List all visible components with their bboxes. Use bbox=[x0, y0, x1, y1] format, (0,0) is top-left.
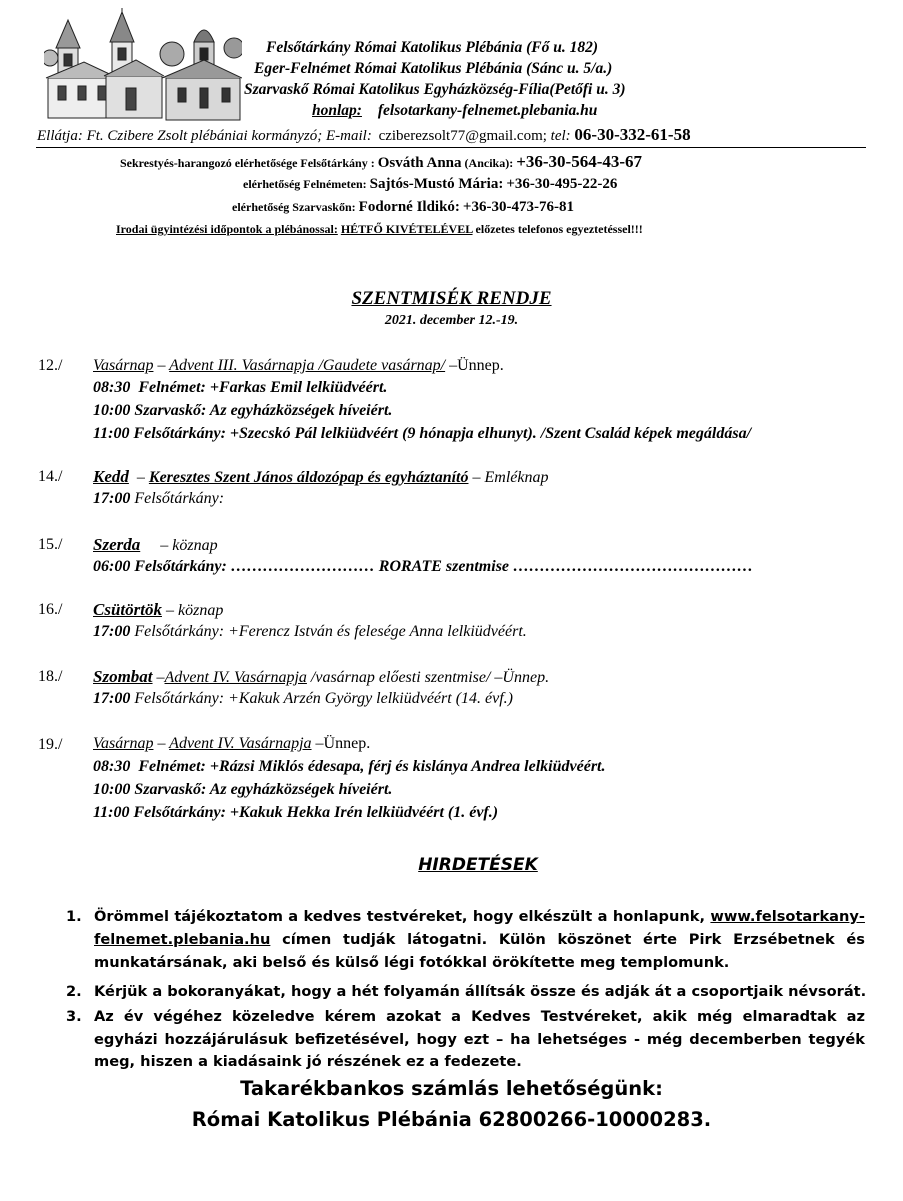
szarvasko-label: elérhetőség Szarvaskőn: bbox=[232, 200, 356, 214]
schedule-dates: 2021. december 12.-19. bbox=[384, 313, 519, 328]
mass-intention: Felsőtárkány: ……………………… RORATE szentmise ……………………………………… bbox=[134, 558, 754, 575]
announcement-1-line-3: munkatársának, aki belső és külső légi fotókkal örökítette meg templomunk. bbox=[94, 954, 730, 971]
announcement-number: 2. bbox=[66, 983, 82, 1000]
header-divider bbox=[36, 147, 866, 148]
entry-rank: –Ünnep. bbox=[449, 357, 504, 374]
website-link[interactable]: felsotarkany-felnemet.plebania.hu bbox=[377, 102, 598, 119]
mass-line bbox=[93, 781, 392, 799]
entry-separator: – bbox=[157, 735, 166, 752]
announcement-1-line-1 bbox=[94, 906, 865, 929]
entry-feast: Keresztes Szent János áldozópap és egyháztanító bbox=[148, 469, 469, 486]
entry-heading bbox=[93, 735, 370, 753]
mass-time: 11:00 bbox=[93, 425, 130, 442]
mass-time: 06:00 bbox=[93, 558, 131, 575]
website-line bbox=[312, 102, 597, 120]
mass-intention: Felsőtárkány: +Kakuk Hekka Irén lelkiüdvéért (1. évf.) bbox=[133, 804, 499, 821]
office-hours-line bbox=[116, 222, 643, 237]
office-hours-label: Irodai ügyintézési időpontok a plébánossal: bbox=[116, 222, 338, 236]
ellatja-line bbox=[37, 125, 691, 145]
entry-rank: – köznap bbox=[160, 537, 218, 554]
bank-account: Római Katolikus Plébánia 62800266-10000283. bbox=[191, 1108, 712, 1131]
mass-intention: Szarvaskő: Az egyházközségek híveiért. bbox=[134, 781, 393, 798]
mass-line bbox=[93, 379, 387, 397]
sexton-phone: +36-30-564-43-67 bbox=[516, 152, 643, 171]
mass-line bbox=[93, 623, 527, 641]
entry-rank: /vasárnap előesti szentmise/ –Ünnep. bbox=[310, 669, 550, 686]
announcement-2-text: Kérjük a bokoranyákat, hogy a hét folyamán állítsák össze és adják át a csoportjaik névsorát. bbox=[94, 983, 867, 1000]
parish-line-3: Szarvaskő Római Katolikus Egyházközség-Fília(Petőfi u. 3) bbox=[244, 81, 626, 98]
church-towers-illustration bbox=[44, 8, 242, 122]
mass-intention: Szarvaskő: Az egyházközségek híveiért. bbox=[134, 402, 393, 419]
schedule-title: SZENTMISÉK RENDJE bbox=[351, 288, 552, 309]
announcements-title: HIRDETÉSEK bbox=[418, 855, 538, 875]
website-link[interactable]: felnemet.plebania.hu bbox=[94, 931, 271, 948]
mass-time: 08:30 bbox=[93, 379, 131, 396]
sexton-line bbox=[120, 152, 642, 172]
entry-heading bbox=[93, 667, 549, 687]
sexton-label: Sekrestyés-harangozó elérhetősége Felsőtárkány : bbox=[120, 156, 375, 170]
entry-feast: Advent IV. Vasárnapja bbox=[164, 669, 307, 686]
entry-date: 16./ bbox=[38, 601, 63, 618]
mass-line bbox=[93, 690, 513, 708]
website-link[interactable]: www.felsotarkany- bbox=[710, 908, 865, 925]
mass-line bbox=[93, 490, 224, 508]
parish-line-1: Felsőtárkány Római Katolikus Plébánia (Fő u. 182) bbox=[266, 39, 598, 56]
ellatja-text: Ellátja: Ft. Czibere Zsolt plébániai kormányzó; E-mail: bbox=[37, 128, 372, 144]
announcement-number: 1. bbox=[66, 908, 82, 925]
entry-separator: – bbox=[156, 669, 165, 686]
announcement-3-text: Az év végéhez közeledve kérem azokat a Kedves Testvéreket, akik még elmaradtak az egyházi hozzájárulásuk befizetésével, hogy ezt – ha lehetséges - még decemberben tegyék meg, hiszen a kiadásaink jó részének ez a fedezete. bbox=[94, 1008, 865, 1070]
entry-rank: – köznap bbox=[165, 602, 224, 619]
entry-heading bbox=[93, 357, 504, 375]
entry-date: 12./ bbox=[38, 357, 63, 374]
entry-day: Vasárnap bbox=[93, 735, 154, 752]
felnemet-contact-line bbox=[243, 176, 617, 193]
entry-heading bbox=[93, 467, 548, 487]
parish-line-2: Eger-Felnémet Római Katolikus Plébánia (Sánc u. 5/a.) bbox=[254, 60, 613, 77]
announcement-text: címen tudják látogatni. Külön köszönet érte Pirk Erzsébetnek és bbox=[282, 931, 865, 948]
entry-date: 19./ bbox=[38, 736, 63, 753]
entry-heading bbox=[93, 535, 218, 555]
szarvasko-contact-line bbox=[232, 199, 574, 216]
entry-date: 15./ bbox=[38, 536, 63, 553]
bank-heading: Takarékbankos számlás lehetőségünk: bbox=[240, 1077, 663, 1100]
entry-day: Szerda bbox=[93, 535, 141, 554]
entry-rank: –Ünnep. bbox=[315, 735, 371, 752]
mass-time: 17:00 bbox=[93, 490, 131, 507]
entry-rank: – Emléknap bbox=[472, 469, 549, 486]
announcement-text: Örömmel tájékoztatom a kedves testvéreket, hogy elkészült a honlapunk, bbox=[94, 908, 706, 925]
entry-day: Vasárnap bbox=[93, 357, 154, 374]
announcement-number: 3. bbox=[66, 1008, 82, 1025]
mass-line bbox=[93, 425, 751, 443]
mass-intention: Felsőtárkány: bbox=[134, 490, 225, 507]
office-hours-exception: HÉTFŐ KIVÉTELÉVEL bbox=[340, 222, 473, 236]
sexton-name: Osváth Anna bbox=[377, 155, 462, 171]
sexton-nick: (Ancika): bbox=[464, 156, 514, 170]
felnemet-phone: +36-30-495-22-26 bbox=[506, 176, 618, 192]
mass-intention: Felsőtárkány: +Szecskó Pál lelkiüdvéért (9 hónapja elhunyt). /Szent Család képek megáldása/ bbox=[133, 425, 752, 442]
mass-line bbox=[93, 558, 753, 576]
mass-line bbox=[93, 402, 392, 420]
felnemet-label: elérhetőség Felnémeten: bbox=[243, 177, 367, 191]
mass-time: 10:00 bbox=[93, 402, 131, 419]
email-link[interactable]: cziberezsolt77@gmail.com; bbox=[378, 128, 547, 144]
entry-date: 14./ bbox=[38, 468, 63, 485]
felnemet-name: Sajtós-Mustó Mária: bbox=[369, 176, 504, 192]
mass-intention: Felnémet: +Rázsi Miklós édesapa, férj és kislánya Andrea lelkiüdvéért. bbox=[138, 758, 606, 775]
entry-feast: Advent IV. Vasárnapja bbox=[169, 735, 312, 752]
mass-time: 17:00 bbox=[93, 623, 131, 640]
mass-time: 11:00 bbox=[93, 804, 130, 821]
mass-time: 17:00 bbox=[93, 690, 131, 707]
mass-intention: Felsőtárkány: +Kakuk Arzén György lelkiüdvéért (14. évf.) bbox=[134, 690, 513, 707]
mass-intention: Felsőtárkány: +Ferencz István és felesége Anna lelkiüdvéért. bbox=[134, 623, 527, 640]
entry-day: Csütörtök bbox=[93, 600, 162, 619]
entry-day: Kedd bbox=[93, 467, 129, 486]
mass-time: 08:30 bbox=[93, 758, 131, 775]
szarvasko-phone: +36-30-473-76-81 bbox=[462, 199, 574, 215]
tel-number: 06-30-332-61-58 bbox=[574, 125, 691, 144]
website-label: honlap: bbox=[312, 102, 362, 119]
entry-separator: – bbox=[157, 357, 166, 374]
mass-time: 10:00 bbox=[93, 781, 131, 798]
mass-line bbox=[93, 758, 606, 776]
entry-feast: Advent III. Vasárnapja /Gaudete vasárnap/ bbox=[169, 357, 446, 374]
announcement-1-line-2 bbox=[94, 929, 865, 952]
entry-date: 18./ bbox=[38, 668, 63, 685]
tel-label: tel: bbox=[550, 128, 571, 144]
entry-day: Szombat bbox=[93, 667, 153, 686]
entry-separator: – bbox=[136, 469, 145, 486]
mass-line bbox=[93, 804, 498, 822]
entry-heading bbox=[93, 600, 223, 620]
office-hours-note: előzetes telefonos egyeztetéssel!!! bbox=[475, 222, 643, 236]
szarvasko-name: Fodorné Ildikó: bbox=[358, 199, 460, 215]
mass-intention: Felnémet: +Farkas Emil lelkiüdvéért. bbox=[138, 379, 388, 396]
